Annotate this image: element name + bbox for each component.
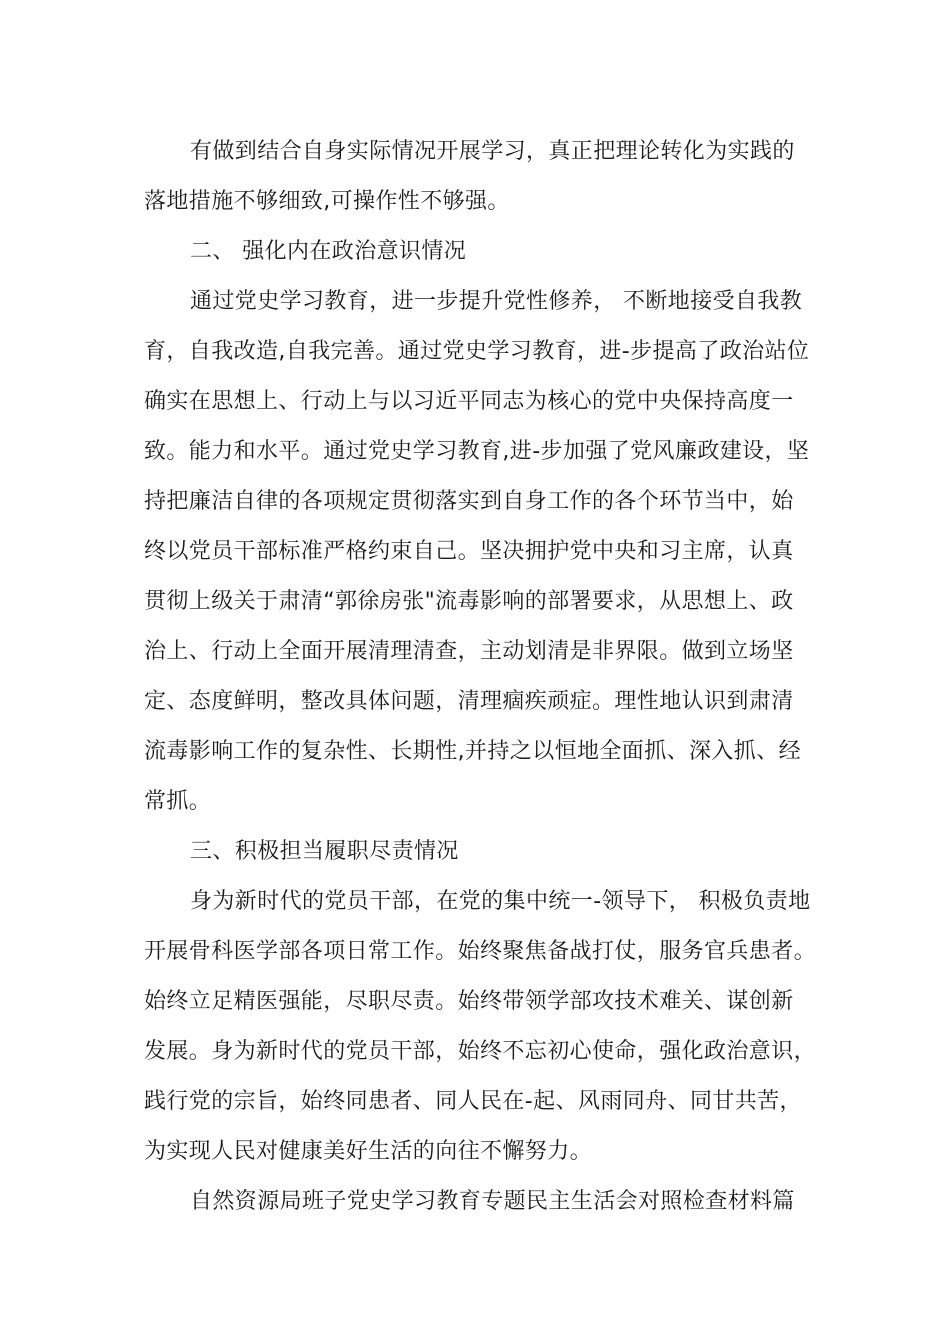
text-line: 流毒影响工作的复杂性、长期性,并持之以恒地全面抓、深入抓、经 — [144, 739, 801, 764]
text-line: 定、态度鲜明，整改具体问题，清理痼疾顽症。理性地认识到肃清 — [144, 689, 794, 714]
section-heading: 三、积极担当履职尽责情况 — [190, 839, 459, 864]
document-body — [144, 127, 816, 1227]
text-line: 育，自我改造,自我完善。通过党史学习教育，进-步提高了政治站位 — [144, 339, 810, 364]
text-line: 落地措施不够细致,可操作性不够强。 — [144, 189, 510, 214]
text-line: 为实现人民对健康美好生活的向往不懈努力。 — [144, 1139, 593, 1164]
text-line: 身为新时代的党员干部，在党的集中统一-领导下， 积极负责地 — [190, 889, 811, 914]
text-line: 终以党员干部标准严格约束自己。坚决拥护党中央和习主席，认真 — [144, 539, 794, 564]
section-heading: 二、 强化内在政治意识情况 — [190, 239, 467, 264]
text-line: 践行党的宗旨，始终同患者、同人民在-起、风雨同舟、同甘共苦， — [144, 1089, 802, 1114]
text-line: 通过党史学习教育，进一步提升党性修养， 不断地接受自我教 — [190, 289, 803, 314]
text-line: 始终立足精医强能，尽职尽责。始终带领学部攻技术难关、谋创新 — [144, 989, 794, 1014]
text-line: 治上、行动上全面开展清理清查，主动划清是非界限。做到立场坚 — [144, 639, 794, 664]
text-line: 自然资源局班子党史学习教育专题民主生活会对照检查材料篇 — [190, 1189, 795, 1214]
text-line: 发展。身为新时代的党员干部，始终不忘初心使命，强化政治意识， — [144, 1039, 817, 1064]
text-line: 有做到结合自身实际情况开展学习，真正把理论转化为实践的 — [190, 139, 795, 164]
text-line: 贯彻上级关于肃清“郭徐房张"流毒影响的部署要求，从思想上、政 — [144, 589, 794, 614]
text-line: 致。能力和水平。通过党史学习教育,进-步加强了党风廉政建设，坚 — [144, 439, 810, 464]
text-line: 常抓。 — [144, 789, 212, 814]
text-line: 开展骨科医学部各项日常工作。始终聚焦备战打仗，服务官兵患者。 — [144, 939, 817, 964]
text-line: 持把廉洁自律的各项规定贯彻落实到自身工作的各个环节当中，始 — [144, 489, 794, 514]
text-line: 确实在思想上、行动上与以习近平同志为核心的党中央保持高度一 — [144, 389, 794, 414]
